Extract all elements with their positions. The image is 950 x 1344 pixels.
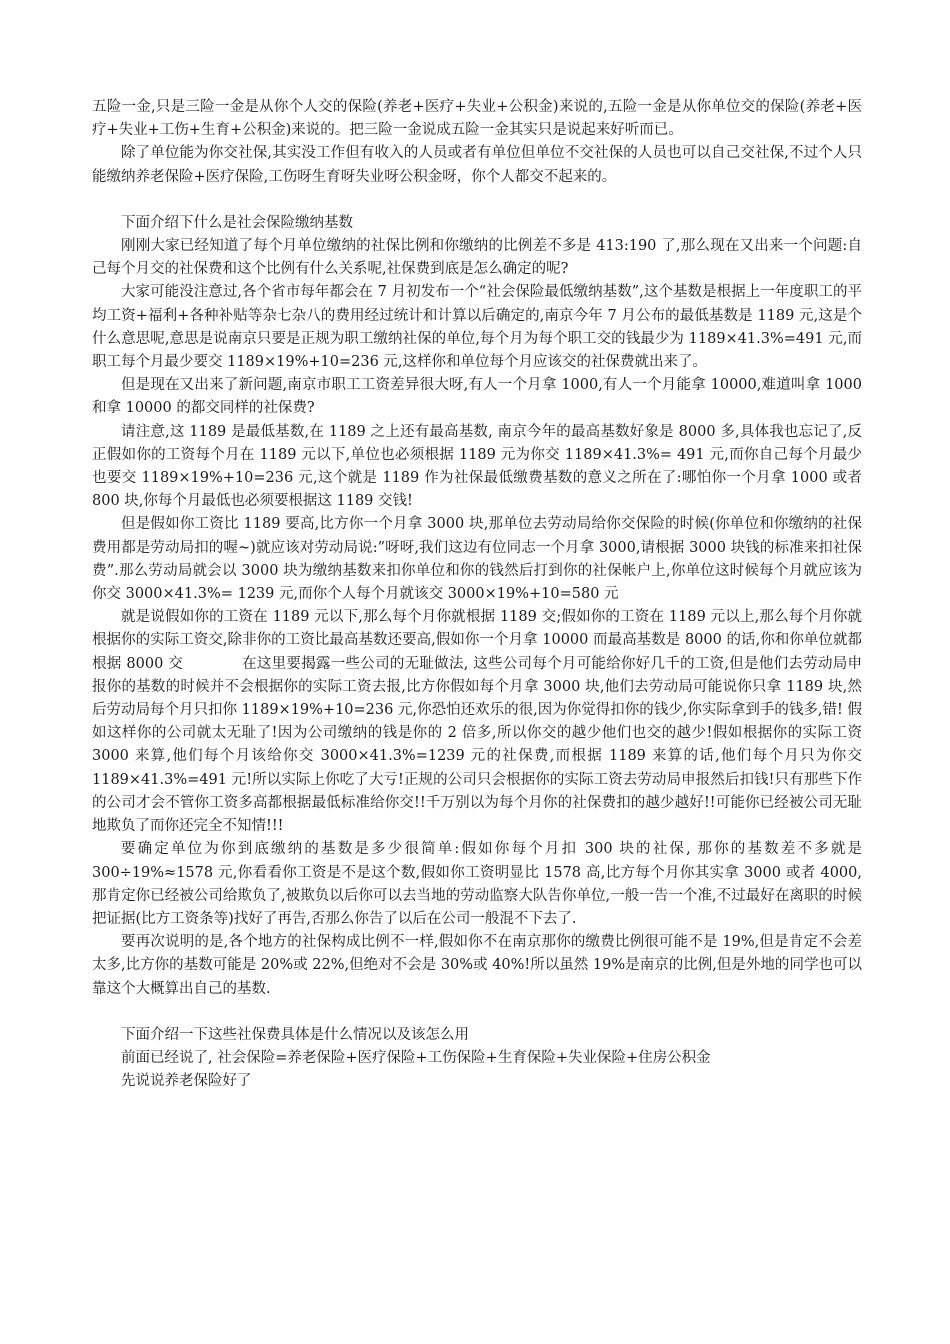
- paragraph: 要再次说明的是,各个地方的社保构成比例不一样,假如你不在南京那你的缴费比例很可能不是 19%,但是肯定不会差太多,比方你的基数可能是 20%或 22%,但绝对不会是 30%或 40%!所以虽然 19%是南京的比例,但是外地的同学也可以靠这个大概算出自己的基数.: [92, 934, 862, 997]
- paragraph: 五险一金,只是三险一金是从你个人交的保险(养老+医疗+失业+公积金)来说的,五险一金是从你单位交的保险(养老+医疗+失业+工伤+生育+公积金)来说的。把三险一金说成五险一金其实只是说起来好听而已。: [92, 99, 862, 139]
- paragraph: 但是现在又出来了新问题,南京市职工工资差异很大呀,有人一个月拿 1000,有人一个月能拿 10000,难道叫拿 1000 和拿 10000 的都交同样的社保费?: [92, 377, 862, 417]
- document-body: [92, 96, 862, 1093]
- paragraph: 就是说假如你的工资在 1189 元以下,那么每个月你就根据 1189 交;假如你的工资在 1189 元以上,那么每个月你就根据你的实际工资交,除非你的工资比最高基数还要高,假如你一个月拿 10000 而最高基数是 8000 的话,你和你单位就都根据 8000 交 在这里要揭露一些公司的无耻做法, 这些公司每个月可能给你好几千的工资,但是他们去劳动局申报你的基数的时候并不会根据你的实际工资去报,比方你假如每个月拿 3000 块,他们去劳动局可能说你只拿 1189 块,然后劳动局每个月只扣你 1189×19%+10=236 元,你恐怕还欢乐的很,因为你觉得扣你的钱少,你实际拿到手的钱多,错! 假如这样你的公司就太无耻了!因为公司缴纳的钱是你的 2 倍多,所以你交的越少他们也交的越少!假如根据你的实际工资 3000 来算,他们每个月该给你交 3000×41.3%=1239 元的社保费,而根据 1189 来算的话,他们每个月只为你交 1189×41.3%=491 元!所以实际上你吃了大亏!正规的公司只会根据你的实际工资去劳动局申报然后扣钱!只有那些下作的公司才会不管你工资多高都根据最低标准给你交!!千万别以为每个月你的社保费扣的越少越好!!可能你已经被公司无耻地欺负了而你还完全不知情!!!: [92, 609, 863, 835]
- paragraph: 请注意,这 1189 是最低基数,在 1189 之上还有最高基数, 南京今年的最高基数好象是 8000 多,具体我也忘记了,反正假如你的工资每个月在 1189 元以下,单位也必须根据 1189 元为你交 1189×41.3%= 491 元,而你自己每个月最少也要交 1189×19%+10=236 元,这个就是 1189 作为社保最低缴费基数的意义之所在了:哪怕你一个月拿 1000 或者 800 块,你每个月最低也必须要根据这 1189 交钱!: [92, 423, 862, 510]
- paragraph-gap: [92, 189, 862, 212]
- paragraph-gap: [92, 1001, 862, 1024]
- paragraph: 除了单位能为你交社保,其实没工作但有收入的人员或者有单位但单位不交社保的人员也可以自己交社保,不过个人只能缴纳养老保险+医疗保险,工伤呀生育呀失业呀公积金呀，你个人都交不起来的。: [92, 145, 862, 185]
- section-heading: 下面介绍一下这些社保费具体是什么情况以及该怎么用: [121, 1026, 469, 1043]
- section-heading: 下面介绍下什么是社会保险缴纳基数: [121, 214, 353, 231]
- paragraph: 前面已经说了, 社会保险=养老保险+医疗保险+工伤保险+生育保险+失业保险+住房公积金: [121, 1049, 711, 1066]
- paragraph: 刚刚大家已经知道了每个月单位缴纳的社保比例和你缴纳的比例差不多是 413:190 了,那么现在又出来一个问题:自己每个月交的社保费和这个比例有什么关系呢,社保费到底是怎么确定的呢?: [92, 238, 862, 278]
- paragraph: 要确定单位为你到底缴纳的基数是多少很简单:假如你每个月扣 300 块的社保, 那你的基数差不多就是 300÷19%≈1578 元,你看看你工资是不是这个数,假如你工资明显比 1578 高,比方每个月你其实拿 3000 或者 4000,那肯定你已经被公司给欺负了,被欺负以后你可以去当地的劳动监察大队告你单位,一般一告一个准,不过最好在离职的时候把证据(比方工资条等)找好了再告,否那么你告了以后在公司一般混不下去了.: [92, 841, 862, 927]
- paragraph: 大家可能没注意过,各个省市每年都会在 7 月初发布一个“社会保险最低缴纳基数”,这个基数是根据上一年度职工的平均工资+福利+各种补贴等杂七杂八的费用经过统计和计算以后确定的,南京今年 7 月公布的最低基数是 1189 元,这是个什么意思呢,意思是说南京只要是正规为职工缴纳社保的单位,每个月为每个职工交的钱最少为 1189×41.3%=491 元,而职工每个月最少要交 1189×19%+10=236 元,这样你和单位每个月应该交的社保费就出来了。: [92, 284, 862, 371]
- paragraph: 但是假如你工资比 1189 要高,比方你一个月拿 3000 块,那单位去劳动局给你交保险的时候(你单位和你缴纳的社保费用都是劳动局扣的喔~)就应该对劳动局说:”呀呀,我们这边有位同志一个月拿 3000,请根据 3000 块钱的标准来扣社保费”.那么劳动局就会以 3000 块为缴纳基数来扣你单位和你的钱然后打到你的社保帐户上,你单位这时候每个月就应该为你交 3000×41.3%= 1239 元,而你个人每个月就该交 3000×19%+10=580 元: [92, 516, 862, 603]
- paragraph: 先说说养老保险好了: [121, 1073, 252, 1090]
